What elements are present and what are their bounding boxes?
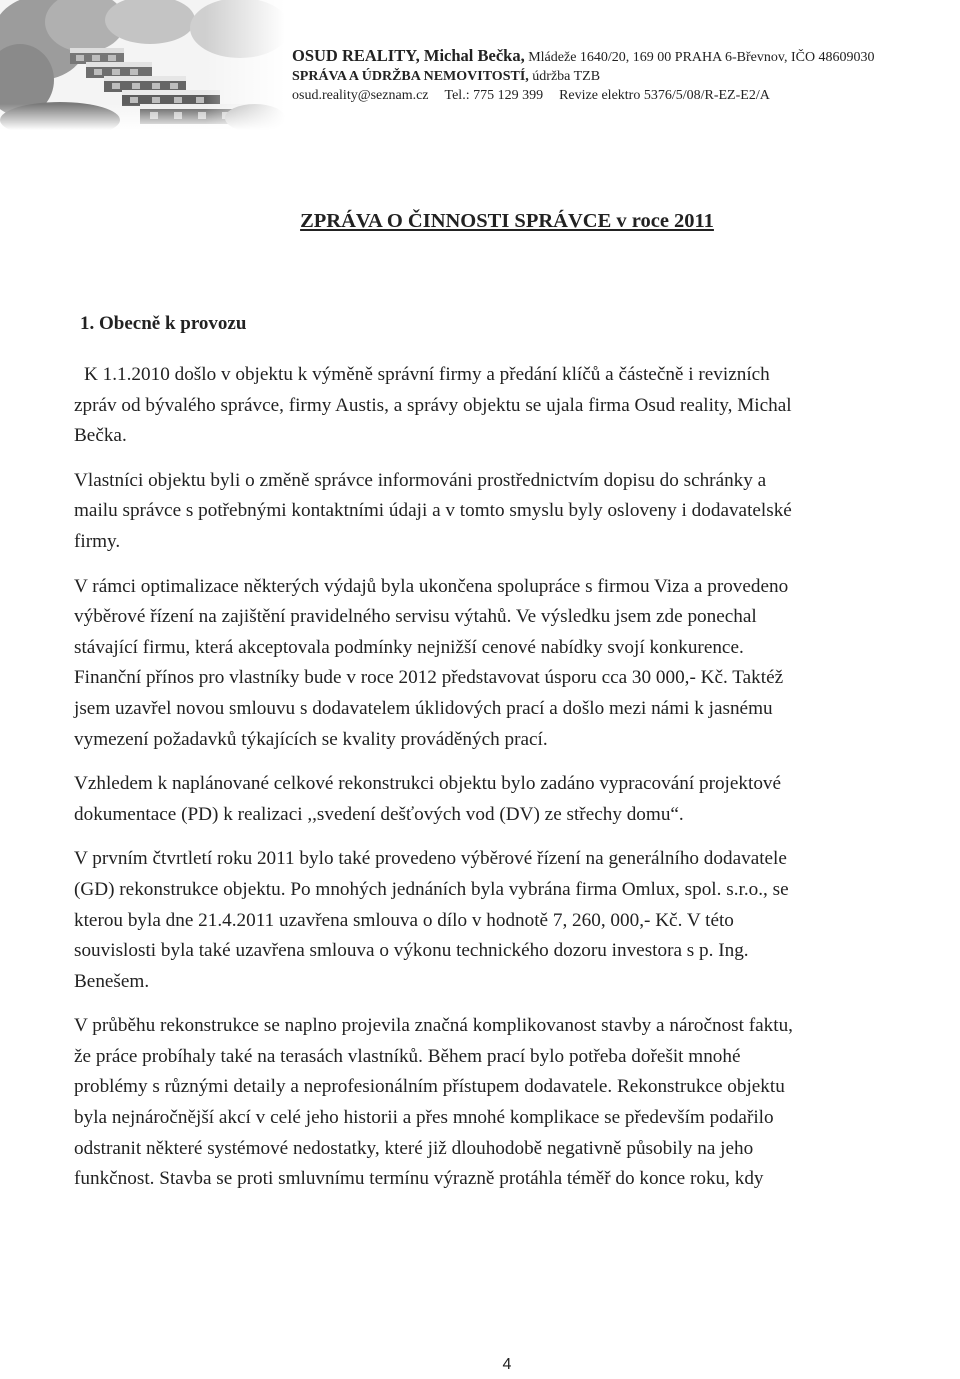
text-line: vymezení požadavků týkajících se kvality prováděných prací. bbox=[74, 728, 548, 750]
section-heading: 1. Obecně k provozu bbox=[80, 313, 247, 334]
letterhead-line-1 bbox=[292, 46, 952, 67]
building-photo bbox=[0, 0, 285, 130]
text-line: problémy s různými detaily a neprofesionálním přístupem dodavatele. Rekonstrukce objektu bbox=[74, 1076, 785, 1098]
text-line: stávající firmu, která akceptovala podmínky nejnižší cenové nabídky svojí konkurence. bbox=[74, 636, 744, 658]
text-line: dokumentace (PD) k realizaci ,,svedení dešťových vod (DV) ze střechy domu“. bbox=[74, 803, 684, 825]
text-line: K 1.1.2010 došlo v objektu k výměně správní firmy a předání klíčů a částečně i revizních bbox=[84, 364, 770, 385]
text-line: jsem uzavřel novou smlouvu s dodavatelem úklidových prací a došlo mezi námi k jasnému bbox=[74, 697, 773, 719]
letterhead-line-2 bbox=[292, 67, 952, 86]
paragraph bbox=[74, 1011, 942, 1195]
company-email: osud.reality@seznam.cz bbox=[292, 88, 429, 103]
text-line: kterou byla dne 21.4.2011 uzavřena smlouva o dílo v hodnotě 7, 260, 000,- Kč. V této bbox=[74, 909, 734, 931]
company-address: Mládeže 1640/20, 169 00 PRAHA 6-Břevnov, IČO 48609030 bbox=[524, 50, 875, 65]
text-line: firmy. bbox=[74, 530, 121, 552]
text-line: funkčnost. Stavba se proti smluvnímu termínu výrazně protáhla téměř do konce roku, kdy bbox=[74, 1168, 764, 1190]
text-line: Vzhledem k naplánované celkové rekonstrukci objektu bylo zadáno vypracování projektové bbox=[74, 773, 782, 795]
paragraph bbox=[74, 572, 942, 756]
company-revize: Revize elektro 5376/5/08/R-EZ-E2/A bbox=[559, 88, 770, 103]
letterhead bbox=[0, 0, 960, 130]
text-line: Bečka. bbox=[74, 425, 127, 447]
paragraph bbox=[74, 360, 942, 452]
company-name: OSUD REALITY, Michal Bečka, bbox=[292, 46, 525, 65]
letterhead-line-3 bbox=[292, 86, 952, 105]
company-services-detail: údržba TZB bbox=[528, 69, 601, 84]
document-body bbox=[74, 360, 942, 1195]
text-line: souvislosti byla také uzavřena smlouva o výkonu technického dozoru investora s p. Ing. bbox=[74, 940, 749, 962]
text-line: (GD) rekonstrukce objektu. Po mnohých jednáních byla vybrána firma Omlux, spol. s.r.o., se bbox=[74, 878, 789, 900]
company-phone: Tel.: 775 129 399 bbox=[444, 88, 544, 103]
paragraph bbox=[74, 466, 942, 558]
company-services: SPRÁVA A ÚDRŽBA NEMOVITOSTÍ, bbox=[292, 69, 529, 84]
text-line: Finanční přínos pro vlastníky bude v roce 2012 představovat úsporu cca 30 000,- Kč. Taktéž bbox=[74, 667, 784, 689]
text-line: výběrové řízení na zajištění pravidelného servisu výtahů. Ve výsledku jsem zde ponechal bbox=[74, 606, 757, 628]
text-line: mailu správce s potřebnými kontaktními údaji a v tomto smyslu byly osloveny i dodavatelské bbox=[74, 500, 792, 522]
text-line: byla nejnáročnější akcí v celé jeho historii a přes mnohé komplikace se především podařilo bbox=[74, 1107, 774, 1129]
text-line: V rámci optimalizace některých výdajů byla ukončena spolupráce s firmou Viza a provedeno bbox=[74, 575, 789, 597]
text-line: že práce probíhaly také na terasách vlastníků. Během prací bylo potřeba dořešit mnohé bbox=[74, 1045, 741, 1067]
text-line: Vlastníci objektu byli o změně správce informováni prostřednictvím dopisu do schránky a bbox=[74, 469, 767, 491]
paragraph bbox=[74, 844, 942, 997]
text-line: V průběhu rekonstrukce se naplno projevila značná komplikovanost stavby a náročnost faktu, bbox=[74, 1015, 793, 1037]
letterhead-text bbox=[292, 46, 952, 105]
text-line: V prvním čtvrtletí roku 2011 bylo také provedeno výběrové řízení na generálního dodavatele bbox=[74, 848, 787, 870]
text-line: odstranit některé systémové nedostatky, které již dlouhodobě negativně působily na jeho bbox=[74, 1137, 754, 1159]
document-title: ZPRÁVA O ČINNOSTI SPRÁVCE v roce 2011 bbox=[300, 210, 714, 232]
page-number: 4 bbox=[502, 1356, 512, 1373]
text-line: Benešem. bbox=[74, 970, 150, 992]
text-line: zpráv od bývalého správce, firmy Austis, a správy objektu se ujala firma Osud reality, Michal bbox=[74, 394, 792, 416]
paragraph bbox=[74, 769, 942, 830]
